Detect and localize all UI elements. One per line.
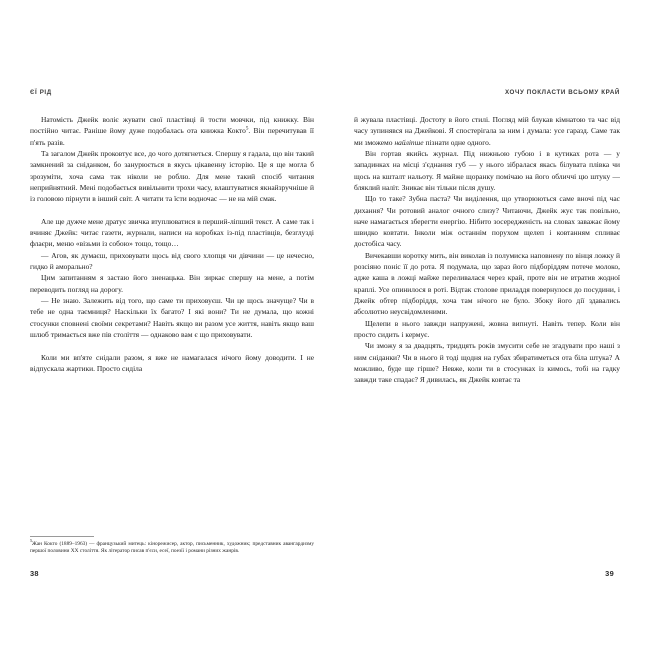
paragraph-text: Натомість Джейк воліє жувати свої пластівці й тости мовчки, під книжку. Він постійно читає. Раніше йому дуже подобалась ота книжка Кокто: [30, 115, 314, 136]
left-page-body: [30, 114, 314, 536]
left-page-number: 38: [30, 569, 39, 578]
footnote-separator-rule: [30, 536, 94, 537]
paragraph-text-tail: . Він перечитував її п'ять разів.: [30, 126, 315, 147]
paragraph: Цим запитанням я застаю його зненацька. Він зиркає спершу на мене, а потім переводить погляд на дорогу.: [30, 273, 314, 294]
paragraph: Він гортав якийсь журнал. Під нижньою губою і в кутиках рота — у западинках на місці з'єднання губ — у нього зібралася якась білувата плівка чи щось на кшталт нальоту. Я майже щоранку помічаю на його обличчі цю штуку — бляклий наліт. Зникає він тільки після душу.: [354, 148, 620, 192]
paragraph: — Не знаю. Залежить від того, що саме ти приховуєш. Чи це щось значуще? Чи в тебе не одна таємниця? Наскільки їх багато? І які вони? Ти не думала, що кожні стосунки сповнені своїми секретами? Навіть якщо ви разом усе життя, навіть якщо ваш шлюб тримається вже пів століття — однаково вам є що приховувати.: [30, 295, 314, 339]
paragraph: Та загалом Джейк проковтує все, до чого дотягнеться. Спершу я гадала, що він такий замкнений за сніданком, бо занурюється в якусь цікавенну історію. Це я ще могла б зрозуміти, хоча сама так ніколи не роблю. Для мене такий спосіб читання неприйнятний. Мені подобається вивільнити трохи часу, влаштуватися якнайзручніше й із головою пірнути в інший світ. А читати та їсти водночас — не на мій смак.: [30, 148, 314, 204]
footnote-reference: 5: [245, 125, 249, 132]
paragraph: Вичекавши коротку мить, він виколав із полумиска наповнену по вінця ложку й розсіяно поніс її до рота. Я подумала, що зараз його підборіддям потече молоко, адже каша в ложці майже переливалася через край, проте він не втратив жодної краплі. Усе опинилося в роті. Відтак столове приладдя повернулося до посудини, і Джейк обтер підборіддя, хоча там нічого не було. Збоку його дії здавались абсолютно неусвідомленими.: [354, 250, 620, 317]
left-page-running-head: ЄЇ РІД: [30, 89, 52, 96]
folio-row: [30, 569, 620, 578]
right-page: [325, 88, 620, 558]
paragraph-text: й жувала пластівці. Достоту в його стилі. Погляд мій блукав кімнатою та час від часу зупинявся на Джейкові. Я спостерігала за ним і думала: усе гаразд. Саме так ми зможемо: [354, 115, 620, 147]
left-page: [30, 88, 325, 558]
paragraph: [30, 114, 314, 148]
footnote-zone: [30, 536, 314, 558]
paragraph: [354, 114, 620, 148]
paragraph: Що то таке? Зубна паста? Чи виділення, що утворюються саме вночі під час дихання? Чи ротовий аналог очного слизу? Читаючи, Джейк жує так повільно, наче намагається зберегти енергію. Нібито зосередженість на словах заважає йому швидко ковтати. Інколи між останнім порухом щелеп і ковтанням спливає достобіса часу.: [354, 194, 620, 249]
paragraph-text-tail: пізнати одне одного.: [423, 137, 491, 147]
right-page-body: [354, 114, 620, 558]
paragraph: Чи зможу я за двадцять, тридцять років змусити себе не згадувати про наші з ним сніданки? Чи в нього й тоді щодня на губах збиратиметься ота біла штука? А можливо, буде ще гірше? Невже, коли ти в стосунках із кимось, тобі на гадку завжди таке спадає? Я дивилась, як Джейк ковтає та: [354, 341, 620, 385]
right-page-number: 39: [605, 569, 614, 578]
paragraph: Коли ми вп'яте снідали разом, я вже не намагалася нічого йому доводити. І не відпускала жартики. Просто сиділа: [30, 352, 314, 373]
footnote-text: Жан Кокто (1889–1963) — французький митець: кінорежисер, актор, письменник, художник; представник авангардизму першої половини XX століття. Як літератор писав п'єси, есеї, поезії і романи різних жанрів.: [30, 540, 314, 555]
footnote-number: 5: [30, 538, 33, 544]
paragraph: — Агов, як думаєш, приховувати щось від свого хлопця чи дівчини — це нечесно, гидко й аморально?: [30, 250, 314, 272]
emphasized-text: найліпше: [394, 137, 424, 147]
paragraph: Але ще дужче мене дратує звичка втуплюватися в перший-ліпший текст. А саме так і вчиняє Джейк: читає газети, журнали, написи на коробках із-під пластівців, безглузді флаєри, меню «візьми із собою» тощо, тощо…: [30, 216, 314, 249]
footnote: [30, 538, 314, 556]
paragraph: Щелепи в нього завжди напружені, жовна випнуті. Навіть тепер. Коли він просто сидить і кермує.: [354, 318, 620, 339]
right-page-running-head: ХОЧУ ПОКЛАСТИ ВСЬОМУ КРАЙ: [504, 89, 620, 96]
